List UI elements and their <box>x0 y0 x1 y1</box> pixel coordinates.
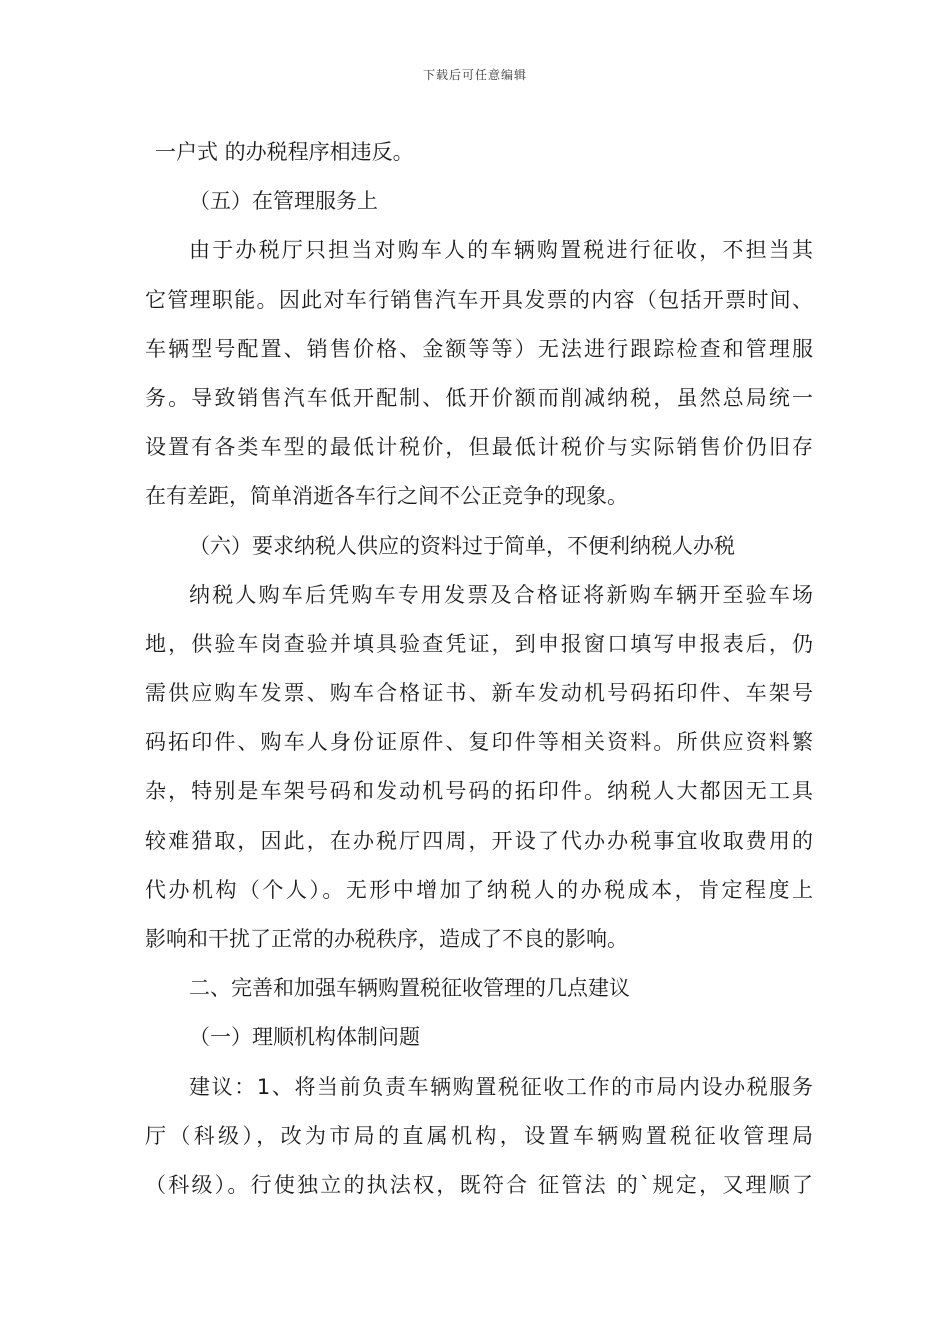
paragraph-line: 需供应购车发票、购车合格证书、新车发动机号码拓印件、车架号 <box>145 681 813 706</box>
paragraph-line: 在有差距，简单消逝各车行之间不公正竞争的现象。 <box>145 484 628 509</box>
paragraph-line: 车辆型号配置、销售价格、金额等等）无法进行跟踪检查和管理服 <box>145 336 813 361</box>
paragraph-line: 地，供验车岗查验并填具验查凭证，到申报窗口填写申报表后，仍 <box>145 631 813 656</box>
paragraph-line: 务。导致销售汽车低开配制、低开价额而削减纳税，虽然总局统一 <box>145 385 813 410</box>
paragraph-line: 较难猎取，因此，在办税厅四周，开设了代办办税事宜收取费用的 <box>145 828 813 853</box>
paragraph-line: 它管理职能。因此对车行销售汽车开具发票的内容（包括开票时间、 <box>145 287 813 312</box>
paragraph-line: 杂，特别是车架号码和发动机号码的拓印件。纳税人大都因无工具 <box>145 779 813 804</box>
paragraph-line: 影响和干扰了正常的办税秩序，造成了不良的影响。 <box>145 927 628 951</box>
paragraph-line: 厅（科级），改为市局的直属机构，设置车辆购置税征收管理局 <box>145 1123 813 1148</box>
paragraph-line: 一户式 的办税程序相违反。 <box>155 140 414 164</box>
paragraph-line: 设置有各类车型的最低计税价，但最低计税价与实际销售价仍旧存 <box>145 435 813 460</box>
section-heading: 二、完善和加强车辆购置税征收管理的几点建议 <box>189 976 630 1001</box>
paragraph-line: 纳税人购车后凭购车专用发票及合格证将新购车辆开至验车场 <box>189 582 813 607</box>
section-heading: （一）理顺机构体制问题 <box>189 1025 420 1050</box>
paragraph-line: （科级）。行使独立的执法权，既符合 征管法 的`规定，又理顺了 <box>145 1172 813 1197</box>
page-header: 下载后可任意编辑 <box>422 68 527 82</box>
paragraph-line: 码拓印件、购车人身份证原件、复印件等相关资料。所供应资料繁 <box>145 730 813 755</box>
paragraph-line: 建议：1、将当前负责车辆购置税征收工作的市局内设办税服务 <box>189 1074 813 1099</box>
paragraph-line: 由于办税厅只担当对购车人的车辆购置税进行征收，不担当其 <box>189 238 813 263</box>
document-body <box>145 128 813 1210</box>
section-heading: （六）要求纳税人供应的资料过于简单，不便利纳税人办税 <box>189 533 735 558</box>
section-heading: （五）在管理服务上 <box>189 189 378 214</box>
paragraph-line: 代办机构（个人）。无形中增加了纳税人的办税成本，肯定程度上 <box>145 877 813 902</box>
